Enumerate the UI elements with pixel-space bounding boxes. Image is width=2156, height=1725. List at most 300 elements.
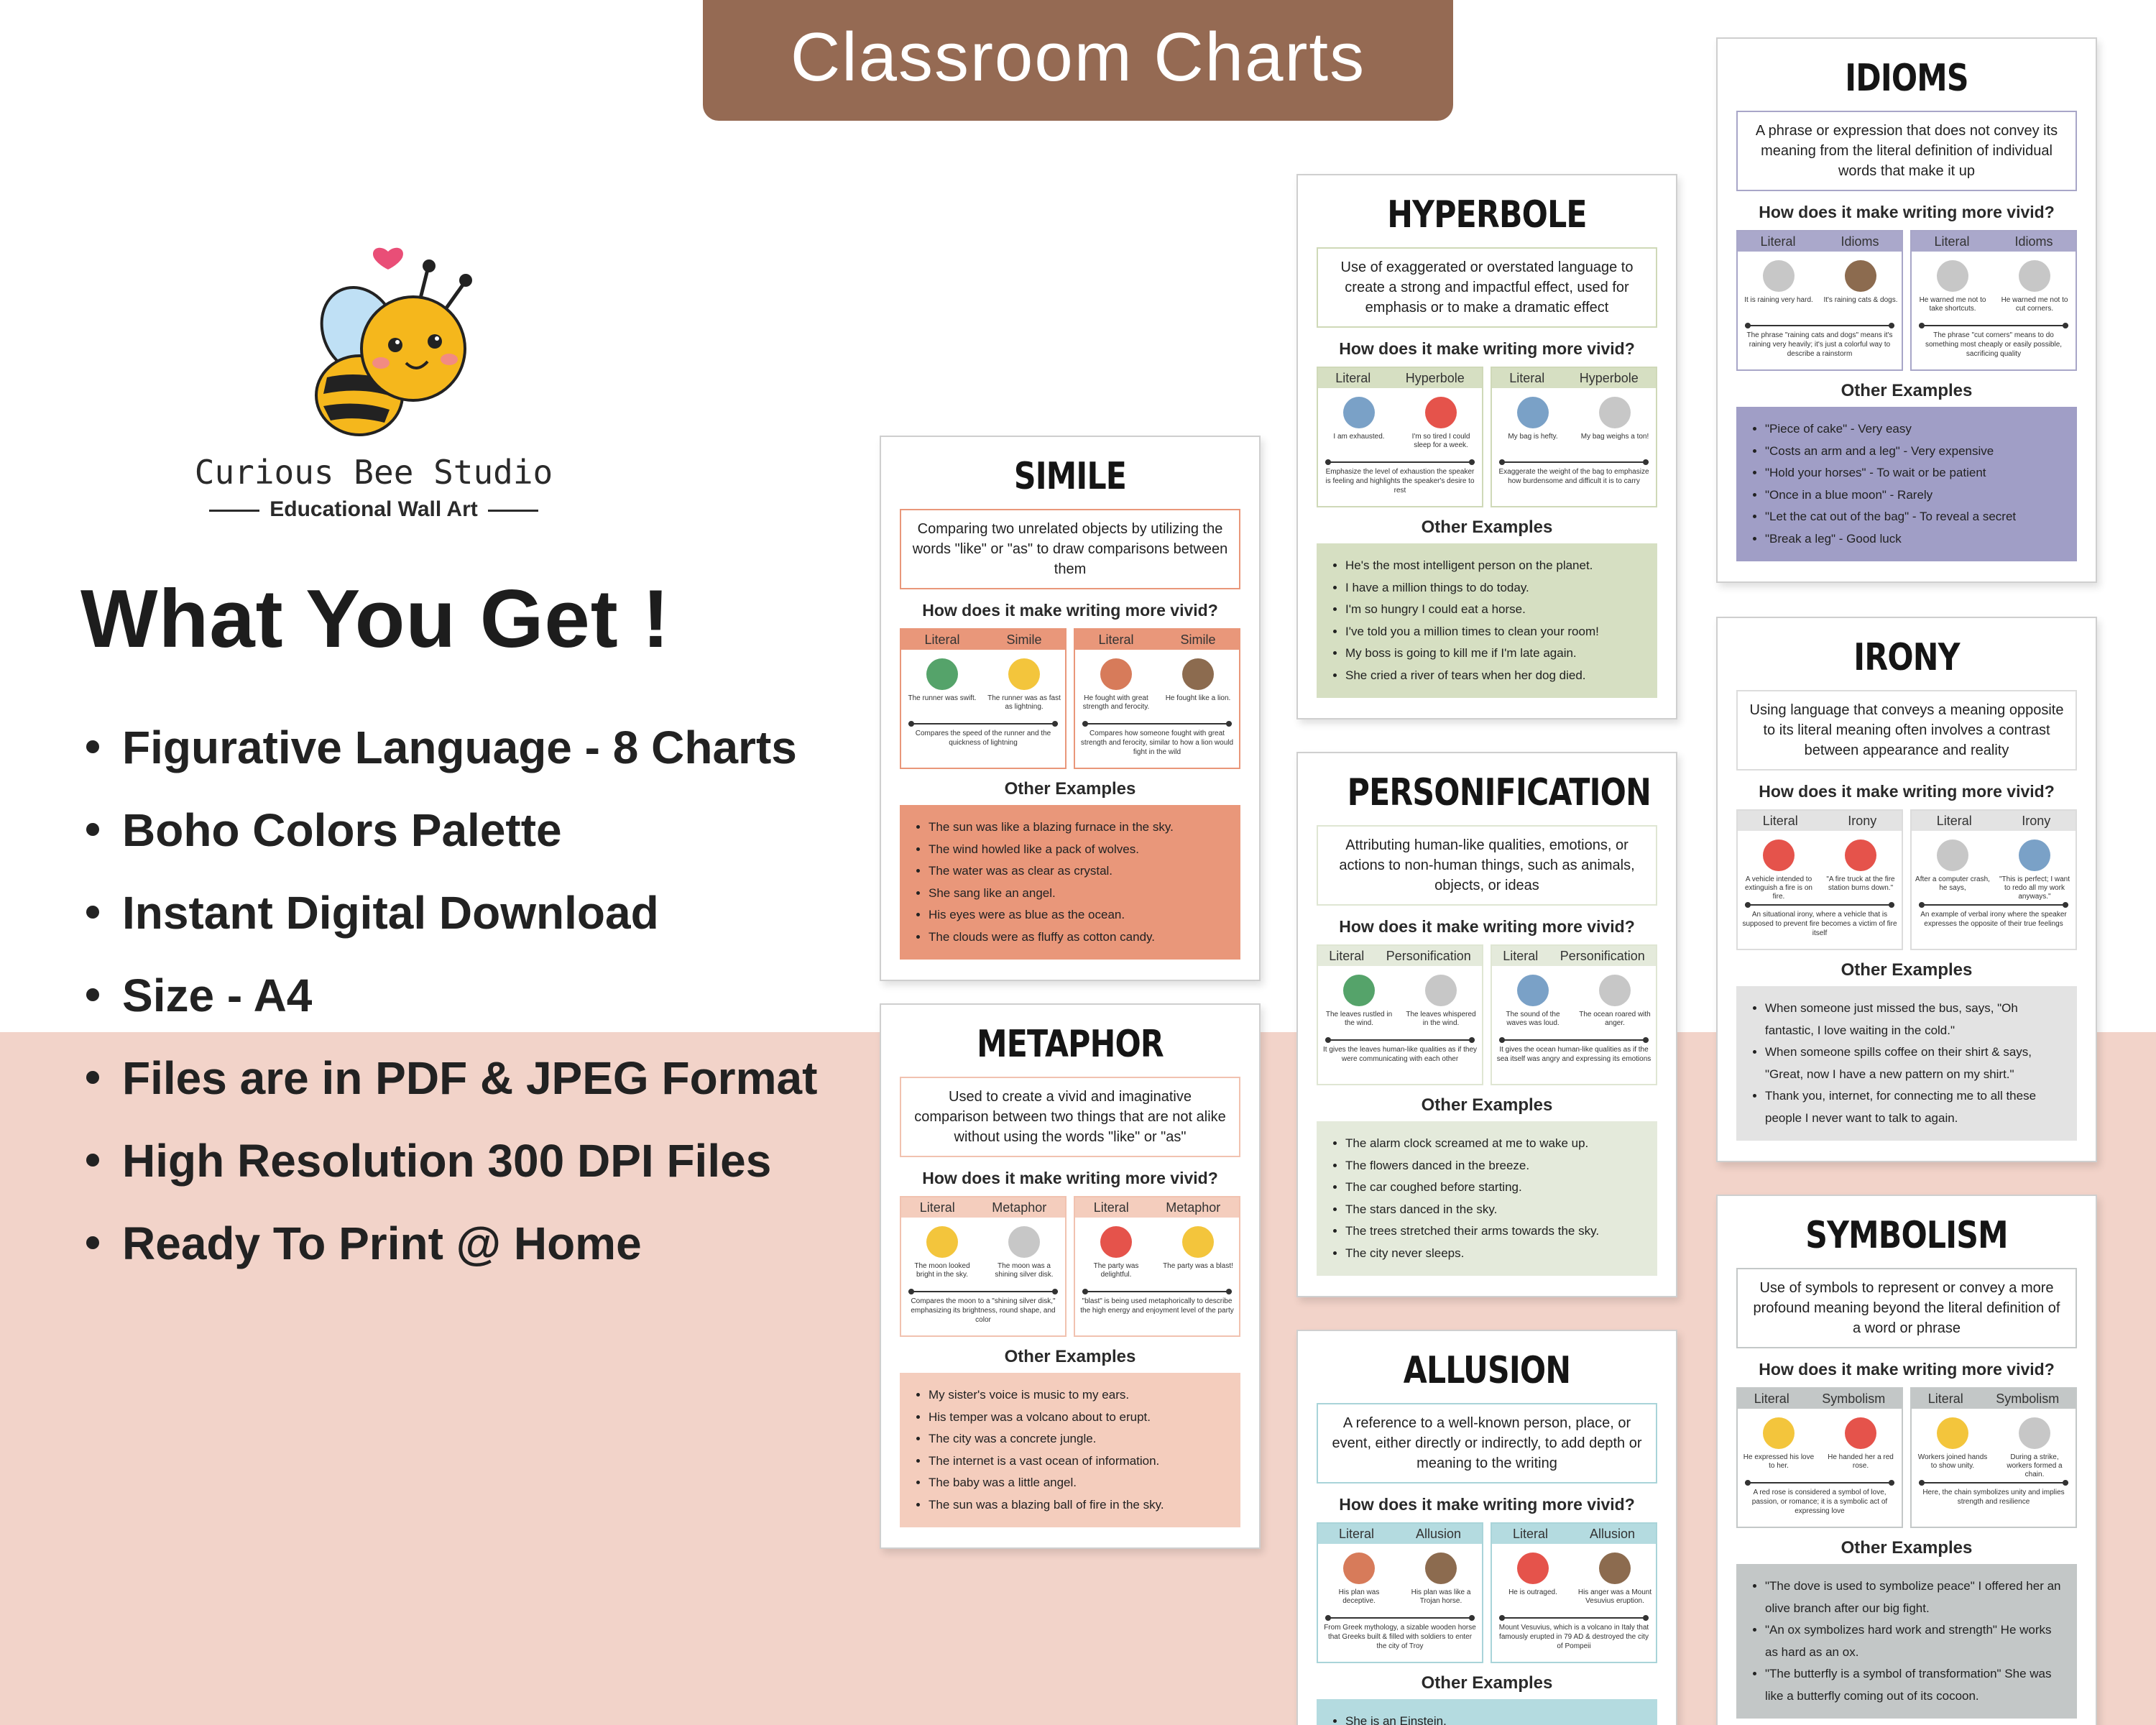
example-captions xyxy=(901,694,1065,716)
card-definition: Comparing two unrelated objects by utilizing the words "like" or "as" to draw comparisons between them xyxy=(900,509,1240,589)
example-header xyxy=(1075,1197,1239,1218)
divider-line xyxy=(1919,325,2068,326)
literal-caption: After a computer crash, he says, xyxy=(1915,875,1990,892)
literal-illustration-icon xyxy=(1517,397,1549,428)
divider-line xyxy=(1325,461,1475,463)
divider-line xyxy=(1499,1039,1649,1041)
figurative-illustration-icon xyxy=(1599,397,1631,428)
other-examples-heading: Other Examples xyxy=(1421,1095,1553,1115)
example-header xyxy=(1075,630,1239,650)
term-label: Metaphor xyxy=(992,1200,1047,1215)
example-list-item: • His temper was a volcano about to erupt. xyxy=(929,1407,1226,1429)
example-header xyxy=(1912,1389,2076,1409)
example-explanation: Exaggerate the weight of the bag to emphasize how burdensome and difficult it is to carry xyxy=(1498,468,1649,485)
term-label: Symbolism xyxy=(1822,1392,1886,1406)
example-list-item: • He's the most intelligent person on the planet. xyxy=(1345,555,1643,577)
figurative-illustration-icon xyxy=(1845,260,1876,292)
literal-illustration-icon xyxy=(1343,1552,1375,1584)
divider-line xyxy=(1745,904,1894,906)
example-header xyxy=(1912,811,2076,831)
bullet-icon xyxy=(86,740,99,753)
feature-item xyxy=(86,1125,817,1208)
example-captions xyxy=(1492,1011,1656,1032)
example-box xyxy=(1736,809,1903,950)
example-explanation: It gives the leaves human-like qualities as if they were communicating with each other xyxy=(1323,1046,1477,1063)
literal-label: Literal xyxy=(1093,1200,1129,1215)
figurative-caption: The moon was a shining silver disk. xyxy=(995,1262,1054,1279)
literal-caption: The sound of the waves was loud. xyxy=(1506,1011,1560,1027)
example-list-item: • The baby was a little angel. xyxy=(929,1472,1226,1494)
example-icons xyxy=(1912,835,2076,875)
figurative-caption: He warned me not to cut corners. xyxy=(2001,296,2068,313)
example-header xyxy=(1912,231,2076,252)
example-list-item: • His eyes were as blue as the ocean. xyxy=(929,904,1226,926)
feature-text: Boho Colors Palette xyxy=(122,804,562,856)
example-list-item: • "Break a leg" - Good luck xyxy=(1765,528,2063,551)
example-list-item: • "The butterfly is a symbol of transformation" She was like a butterfly coming out of its cocoon. xyxy=(1765,1663,2063,1707)
card-definition: Use of symbols to represent or convey a more profound meaning beyond the literal definition of a word or phrase xyxy=(1736,1268,2077,1348)
example-explanation: An example of verbal irony where the speaker expresses the opposite of their true feelings xyxy=(1920,911,2067,928)
how-vivid-heading: How does it make writing more vivid? xyxy=(922,601,1218,620)
example-captions xyxy=(1318,433,1482,454)
example-list-item: • The clouds were as fluffy as cotton candy. xyxy=(929,926,1226,949)
divider-line xyxy=(1325,1617,1475,1619)
feature-item xyxy=(86,877,817,960)
example-list-item: • The city never sleeps. xyxy=(1345,1243,1643,1265)
figurative-caption: He handed her a red rose. xyxy=(1828,1453,1894,1470)
example-list-item: • The sun was a blazing ball of fire in the sky. xyxy=(929,1494,1226,1517)
literal-label: Literal xyxy=(1509,371,1545,385)
example-box xyxy=(1736,230,1903,371)
example-explanation: Compares the moon to a "shining silver disk," emphasizing its brightness, round shape, and color xyxy=(911,1297,1056,1324)
divider-line xyxy=(1745,1482,1894,1484)
feature-item xyxy=(86,960,817,1042)
figurative-caption: I'm so tired I could sleep for a week. xyxy=(1411,433,1470,449)
figurative-illustration-icon xyxy=(1182,658,1214,690)
literal-illustration-icon xyxy=(1100,1226,1132,1258)
how-vivid-heading: How does it make writing more vivid? xyxy=(1759,203,2055,221)
example-explanation: From Greek mythology, a sizable wooden horse that Greeks built & filled with soldiers to enter the city of Troy xyxy=(1324,1624,1476,1650)
literal-caption: I am exhausted. xyxy=(1333,433,1385,441)
example-captions xyxy=(1912,1453,2076,1478)
chart-card-idioms xyxy=(1716,37,2097,583)
how-vivid-heading: How does it make writing more vivid? xyxy=(1759,782,2055,801)
card-title: IRONY xyxy=(1853,636,1960,679)
literal-caption: His plan was deceptive. xyxy=(1338,1588,1380,1605)
example-list-item: • "The dove is used to symbolize peace" I offered her an olive branch after our big fight. xyxy=(1765,1576,2063,1619)
example-explanation: The phrase "raining cats and dogs" means it's raining very heavily; it's just a colorful way to describe a rainstorm xyxy=(1746,331,1893,358)
how-vivid-heading: How does it make writing more vivid? xyxy=(1759,1360,2055,1379)
brand-name: Curious Bee Studio xyxy=(194,453,553,492)
figurative-illustration-icon xyxy=(1845,840,1876,871)
other-examples-list xyxy=(1736,1564,2077,1719)
examples-row xyxy=(1317,1522,1657,1663)
term-label: Irony xyxy=(2022,814,2051,828)
brand-subtitle xyxy=(172,497,575,522)
example-box xyxy=(1074,1196,1240,1337)
example-icons xyxy=(1492,1548,1656,1588)
example-icons xyxy=(1492,970,1656,1011)
bullet-icon xyxy=(86,988,99,1001)
example-box xyxy=(1910,809,2077,950)
example-header xyxy=(1492,1524,1656,1544)
example-list-item: • The car coughed before starting. xyxy=(1345,1177,1643,1199)
literal-illustration-icon xyxy=(1937,1417,1968,1449)
example-list-item: • The wind howled like a pack of wolves. xyxy=(929,839,1226,861)
literal-caption: He warned me not to take shortcuts. xyxy=(1919,296,1986,313)
card-title: SYMBOLISM xyxy=(1805,1214,2008,1257)
example-box xyxy=(1491,944,1657,1085)
example-captions xyxy=(1738,1453,1902,1475)
other-examples-list xyxy=(900,805,1240,960)
figurative-illustration-icon xyxy=(2019,260,2050,292)
example-list-item: • When someone spills coffee on their shirt & says, "Great, now I have a new pattern on my shirt." xyxy=(1765,1041,2063,1085)
brand-logo xyxy=(172,230,575,532)
examples-row xyxy=(900,628,1240,769)
divider-line xyxy=(1499,1617,1649,1619)
other-examples-list xyxy=(900,1373,1240,1527)
example-icons xyxy=(1492,392,1656,433)
figurative-caption: My bag weighs a ton! xyxy=(1580,433,1649,441)
example-list-item: • The city was a concrete jungle. xyxy=(929,1428,1226,1450)
example-list-item: • "Let the cat out of the bag" - To reveal a secret xyxy=(1765,506,2063,528)
example-icons xyxy=(1738,835,1902,875)
divider-line xyxy=(1082,723,1232,724)
example-icons xyxy=(1738,256,1902,296)
chart-card-hyperbole xyxy=(1296,174,1677,719)
example-explanation: Mount Vesuvius, which is a volcano in Italy that famously erupted in 79 AD & destroyed the city of Pompeii xyxy=(1498,1624,1649,1650)
how-vivid-heading: How does it make writing more vivid? xyxy=(1339,339,1635,358)
other-examples-heading: Other Examples xyxy=(1421,1673,1553,1693)
example-list-item: • My boss is going to kill me if I'm late again. xyxy=(1345,643,1643,665)
bullet-icon xyxy=(86,1154,99,1167)
figurative-illustration-icon xyxy=(1425,975,1457,1006)
term-label: Personification xyxy=(1386,949,1471,963)
feature-text: Size - A4 xyxy=(122,970,313,1021)
example-list-item: • The sun was like a blazing furnace in the sky. xyxy=(929,816,1226,839)
feature-list xyxy=(86,712,817,1290)
example-captions xyxy=(1075,1262,1239,1284)
example-box xyxy=(1074,628,1240,769)
term-label: Allusion xyxy=(1415,1527,1461,1541)
figurative-caption: During a strike, workers formed a chain. xyxy=(2007,1453,2063,1478)
literal-label: Literal xyxy=(1338,1527,1374,1541)
literal-label: Literal xyxy=(1762,814,1798,828)
literal-illustration-icon xyxy=(1517,975,1549,1006)
example-explanation: The phrase "cut corners" means to do something most cheaply or easily possible, sacrificing quality xyxy=(1925,331,2063,358)
figurative-illustration-icon xyxy=(1599,1552,1631,1584)
example-explanation: A red rose is considered a symbol of love, passion, or romance; it is a symbolic act of expressing love xyxy=(1751,1489,1888,1515)
example-icons xyxy=(1738,1413,1902,1453)
literal-caption: The party was delightful. xyxy=(1093,1262,1139,1279)
literal-caption: He is outraged. xyxy=(1508,1588,1557,1596)
other-examples-list xyxy=(1317,543,1657,698)
example-captions xyxy=(1912,296,2076,318)
example-icons xyxy=(1912,1413,2076,1453)
card-definition: A reference to a well-known person, place, or event, either directly or indirectly, to add depth or meaning to the writing xyxy=(1317,1403,1657,1484)
how-vivid-heading: How does it make writing more vivid? xyxy=(922,1169,1218,1187)
headline: What You Get ! xyxy=(80,574,671,665)
example-list-item: • Thank you, internet, for connecting me to all these people I never want to talk to again. xyxy=(1765,1085,2063,1129)
feature-text: Figurative Language - 8 Charts xyxy=(122,722,797,773)
example-header xyxy=(901,1197,1065,1218)
other-examples-list xyxy=(1317,1121,1657,1276)
example-list-item: • The stars danced in the sky. xyxy=(1345,1199,1643,1221)
card-title: IDIOMS xyxy=(1845,57,1968,100)
examples-row xyxy=(1736,1387,2077,1528)
example-header xyxy=(1738,1389,1902,1409)
example-header xyxy=(1738,811,1902,831)
literal-illustration-icon xyxy=(926,658,958,690)
figurative-caption: "A fire truck at the fire station burns down." xyxy=(1826,875,1895,892)
other-examples-heading: Other Examples xyxy=(1421,518,1553,537)
brand-subtitle-text: Educational Wall Art xyxy=(270,497,478,521)
figurative-caption: The party was a blast! xyxy=(1163,1262,1233,1270)
example-list-item: • I've told you a million times to clean your room! xyxy=(1345,621,1643,643)
divider-line xyxy=(1325,1039,1475,1041)
card-title: PERSONIFICATION xyxy=(1347,771,1651,814)
other-examples-heading: Other Examples xyxy=(1004,1347,1136,1366)
figurative-caption: "This is perfect; I want to redo all my work anyways." xyxy=(1999,875,2070,901)
example-header xyxy=(1492,368,1656,388)
literal-caption: It is raining very hard. xyxy=(1744,296,1813,304)
card-definition: A phrase or expression that does not convey its meaning from the literal definition of individual words that make it up xyxy=(1736,111,2077,191)
feature-text: Ready To Print @ Home xyxy=(122,1218,642,1269)
figurative-illustration-icon xyxy=(2019,1417,2050,1449)
literal-label: Literal xyxy=(1329,949,1365,963)
literal-label: Literal xyxy=(919,1200,955,1215)
example-captions xyxy=(1738,296,1902,318)
divider-line xyxy=(1919,904,2068,906)
card-title: HYPERBOLE xyxy=(1387,193,1587,236)
card-definition: Used to create a vivid and imaginative comparison between two things that are not alike without using the words "like" or "as" xyxy=(900,1077,1240,1157)
divider-line xyxy=(1919,1482,2068,1484)
term-label: Allusion xyxy=(1589,1527,1635,1541)
figurative-illustration-icon xyxy=(1425,1552,1457,1584)
examples-row xyxy=(900,1196,1240,1337)
literal-label: Literal xyxy=(1760,234,1796,249)
example-list-item: • When someone just missed the bus, says, "Oh fantastic, I love waiting in the cold." xyxy=(1765,998,2063,1041)
feature-item xyxy=(86,712,817,794)
card-definition: Attributing human-like qualities, emotions, or actions to non-human things, such as animals, objects, or ideas xyxy=(1317,825,1657,906)
divider-line xyxy=(1082,1291,1232,1292)
literal-caption: Workers joined hands to show unity. xyxy=(1917,1453,1988,1470)
literal-illustration-icon xyxy=(1343,397,1375,428)
example-explanation: Compares how someone fought with great strength and ferocity, similar to how a lion would fight in the wild xyxy=(1080,730,1234,756)
feature-item xyxy=(86,794,817,877)
figurative-caption: His anger was a Mount Vesuvius eruption. xyxy=(1577,1588,1652,1605)
term-label: Metaphor xyxy=(1166,1200,1221,1215)
card-title: METAPHOR xyxy=(977,1023,1164,1066)
other-examples-list xyxy=(1736,986,2077,1141)
example-captions xyxy=(901,1262,1065,1284)
literal-caption: The runner was swift. xyxy=(908,694,977,702)
example-list-item: • The flowers danced in the breeze. xyxy=(1345,1155,1643,1177)
term-label: Hyperbole xyxy=(1405,371,1465,385)
term-label: Idioms xyxy=(1841,234,1879,249)
other-examples-heading: Other Examples xyxy=(1841,381,1973,400)
example-icons xyxy=(1318,1548,1482,1588)
literal-illustration-icon xyxy=(926,1226,958,1258)
term-label: Personification xyxy=(1560,949,1645,963)
feature-item xyxy=(86,1208,817,1290)
example-box xyxy=(1491,1522,1657,1663)
example-header xyxy=(1318,1524,1482,1544)
example-box xyxy=(1491,367,1657,507)
example-icons xyxy=(1075,1222,1239,1262)
example-header xyxy=(901,630,1065,650)
feature-text: Instant Digital Download xyxy=(122,887,659,939)
figurative-illustration-icon xyxy=(1845,1417,1876,1449)
figurative-illustration-icon xyxy=(1182,1226,1214,1258)
bee-logo-icon xyxy=(280,230,496,446)
literal-illustration-icon xyxy=(1763,1417,1795,1449)
literal-illustration-icon xyxy=(1343,975,1375,1006)
feature-text: High Resolution 300 DPI Files xyxy=(122,1135,772,1187)
figurative-caption: It's raining cats & dogs. xyxy=(1823,296,1898,304)
example-explanation: Here, the chain symbolizes unity and implies strength and resilience xyxy=(1922,1489,2065,1506)
literal-illustration-icon xyxy=(1517,1552,1549,1584)
example-box xyxy=(1317,1522,1483,1663)
example-explanation: An situational irony, where a vehicle that is supposed to prevent fire becomes a victim of fire itself xyxy=(1742,911,1897,937)
chart-card-personification xyxy=(1296,752,1677,1297)
figurative-illustration-icon xyxy=(1599,975,1631,1006)
example-list-item: • The trees stretched their arms towards the sky. xyxy=(1345,1220,1643,1243)
examples-row xyxy=(1317,944,1657,1085)
literal-caption: A vehicle intended to extinguish a fire is on fire. xyxy=(1745,875,1812,901)
figurative-illustration-icon xyxy=(1008,1226,1040,1258)
example-explanation: It gives the ocean human-like qualities as if the sea itself was angry and expressing its emotions xyxy=(1496,1046,1651,1063)
example-list-item: • "Hold your horses" - To wait or be patient xyxy=(1765,462,2063,484)
example-box xyxy=(1317,367,1483,507)
example-header xyxy=(1492,946,1656,966)
example-icons xyxy=(1318,392,1482,433)
example-icons xyxy=(1318,970,1482,1011)
title-banner: Classroom Charts xyxy=(703,0,1453,121)
other-examples-heading: Other Examples xyxy=(1004,779,1136,799)
literal-label: Literal xyxy=(1927,1392,1963,1406)
example-list-item: • I have a million things to do today. xyxy=(1345,577,1643,599)
literal-illustration-icon xyxy=(1937,840,1968,871)
how-vivid-heading: How does it make writing more vivid? xyxy=(1339,917,1635,936)
literal-illustration-icon xyxy=(1937,260,1968,292)
figurative-caption: The runner was as fast as lightning. xyxy=(987,694,1061,711)
card-definition: Using language that conveys a meaning opposite to its literal meaning often involves a contrast between appearance and reality xyxy=(1736,690,2077,770)
card-title: SIMILE xyxy=(1013,455,1127,498)
examples-row xyxy=(1736,230,2077,371)
divider-line xyxy=(1499,461,1649,463)
feature-item xyxy=(86,1042,817,1125)
literal-illustration-icon xyxy=(1763,840,1795,871)
term-label: Simile xyxy=(1006,632,1042,647)
feature-text: Files are in PDF & JPEG Format xyxy=(122,1052,818,1104)
example-explanation: Compares the speed of the runner and the quickness of lightning xyxy=(915,730,1051,747)
figurative-caption: The ocean roared with anger. xyxy=(1579,1011,1651,1027)
example-captions xyxy=(1738,875,1902,901)
figurative-caption: The leaves whispered in the wind. xyxy=(1406,1011,1476,1027)
example-list-item: • "An ox symbolizes hard work and strength" He works as hard as an ox. xyxy=(1765,1619,2063,1663)
example-list-item: • The water was as clear as crystal. xyxy=(929,860,1226,883)
example-list-item: • The alarm clock screamed at me to wake up. xyxy=(1345,1133,1643,1155)
bullet-icon xyxy=(86,906,99,919)
literal-label: Literal xyxy=(1934,234,1970,249)
card-title: ALLUSION xyxy=(1403,1349,1571,1392)
example-list-item: • "Piece of cake" - Very easy xyxy=(1765,418,2063,441)
chart-card-allusion xyxy=(1296,1330,1677,1725)
term-label: Irony xyxy=(1848,814,1877,828)
divider-line xyxy=(908,723,1058,724)
chart-card-symbolism xyxy=(1716,1195,2097,1725)
example-list-item: • She cried a river of tears when her dog died. xyxy=(1345,665,1643,687)
figurative-caption: He fought like a lion. xyxy=(1165,694,1231,702)
example-list-item: • I'm so hungry I could eat a horse. xyxy=(1345,599,1643,621)
term-label: Hyperbole xyxy=(1579,371,1639,385)
literal-label: Literal xyxy=(1754,1392,1789,1406)
example-icons xyxy=(1912,256,2076,296)
examples-row xyxy=(1317,367,1657,507)
chart-card-irony xyxy=(1716,617,2097,1162)
divider-line xyxy=(908,1291,1058,1292)
literal-illustration-icon xyxy=(1763,260,1795,292)
example-box xyxy=(900,1196,1067,1337)
example-box xyxy=(1736,1387,1903,1528)
literal-caption: The moon looked bright in the sky. xyxy=(914,1262,970,1279)
example-captions xyxy=(1492,1588,1656,1610)
term-label: Idioms xyxy=(2014,234,2053,249)
literal-label: Literal xyxy=(1512,1527,1548,1541)
chart-card-simile xyxy=(880,436,1261,981)
other-examples-list xyxy=(1317,1699,1657,1725)
other-examples-heading: Other Examples xyxy=(1841,960,1973,980)
literal-label: Literal xyxy=(1503,949,1539,963)
term-label: Simile xyxy=(1180,632,1216,647)
example-header xyxy=(1738,231,1902,252)
literal-label: Literal xyxy=(1335,371,1371,385)
example-list-item: • My sister's voice is music to my ears. xyxy=(929,1384,1226,1407)
bullet-icon xyxy=(86,823,99,836)
example-box xyxy=(1317,944,1483,1085)
example-captions xyxy=(1318,1588,1482,1610)
literal-caption: My bag is hefty. xyxy=(1508,433,1558,441)
example-list-item: • "Once in a blue moon" - Rarely xyxy=(1765,484,2063,507)
example-icons xyxy=(1075,654,1239,694)
example-captions xyxy=(1492,433,1656,454)
figurative-illustration-icon xyxy=(2019,840,2050,871)
example-list-item: • She sang like an angel. xyxy=(929,883,1226,905)
other-examples-list xyxy=(1736,407,2077,561)
literal-caption: He expressed his love to her. xyxy=(1743,1453,1815,1470)
example-icons xyxy=(901,654,1065,694)
divider-line xyxy=(1745,325,1894,326)
example-box xyxy=(1910,1387,2077,1528)
literal-label: Literal xyxy=(924,632,960,647)
bullet-icon xyxy=(86,1071,99,1084)
card-definition: Use of exaggerated or overstated language to create a strong and impactful effect, used for emphasis or to make a dramatic effect xyxy=(1317,247,1657,328)
example-explanation: Emphasize the level of exhaustion the speaker is feeling and highlights the speaker's desire to rest xyxy=(1325,468,1475,494)
chart-card-metaphor xyxy=(880,1003,1261,1549)
example-icons xyxy=(901,1222,1065,1262)
example-captions xyxy=(1075,694,1239,716)
example-list-item: • She is an Einstein. xyxy=(1345,1711,1643,1725)
literal-caption: The leaves rustled in the wind. xyxy=(1325,1011,1393,1027)
example-explanation: "blast" is being used metaphorically to describe the high energy and enjoyment level of the party xyxy=(1080,1297,1234,1315)
literal-caption: He fought with great strength and ferocity. xyxy=(1082,694,1150,711)
example-box xyxy=(1910,230,2077,371)
other-examples-heading: Other Examples xyxy=(1841,1538,1973,1558)
bullet-icon xyxy=(86,1236,99,1249)
example-header xyxy=(1318,946,1482,966)
example-list-item: • "Costs an arm and a leg" - Very expensive xyxy=(1765,441,2063,463)
